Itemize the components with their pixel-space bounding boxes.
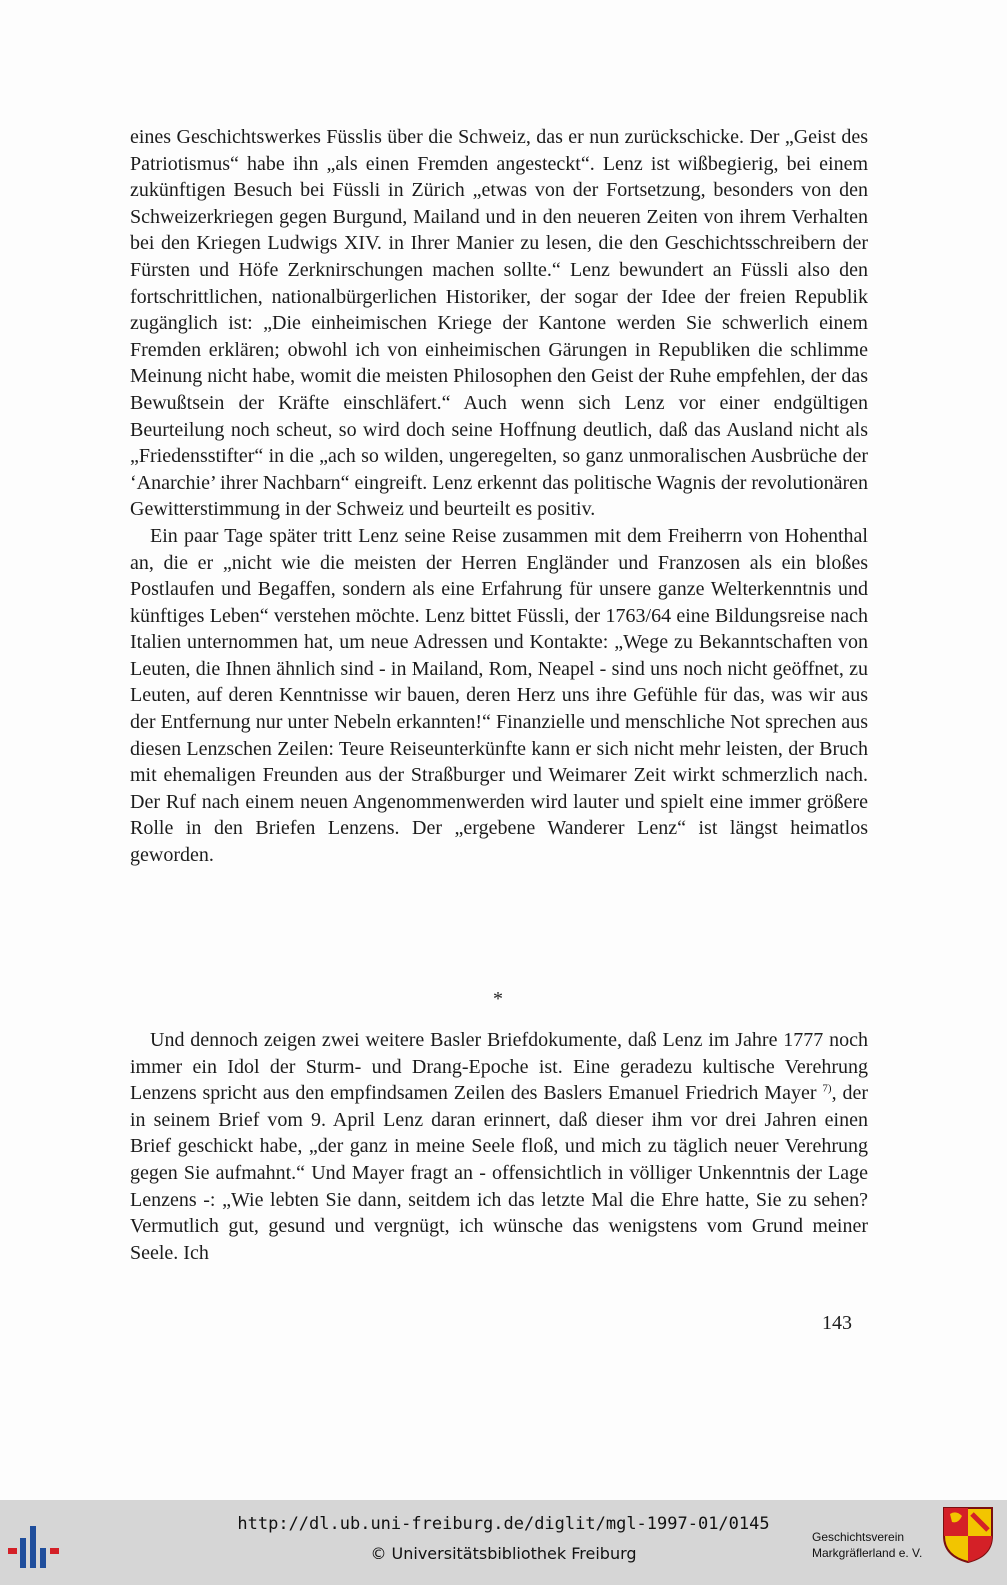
society-name bbox=[812, 1529, 922, 1561]
paragraph-3-text-a: Und dennoch zeigen zwei weitere Basler Briefdokumente, daß Lenz im Jahre 1777 noch immer ein Idol der Sturm- und Drang-Epoche ist. Eine geradezu kultische Verehrung Lenzens spricht aus den empfindsamen Zeilen des Baslers Emanuel Friedrich Mayer bbox=[130, 1029, 868, 1105]
page-number: 143 bbox=[822, 1312, 852, 1334]
footer-bar bbox=[0, 1500, 1007, 1585]
society-name-line-2: Markgräflerland e. V. bbox=[812, 1546, 923, 1560]
society-crest-icon bbox=[942, 1506, 994, 1564]
section-separator: * bbox=[493, 988, 503, 1010]
paragraph-2: Ein paar Tage später tritt Lenz seine Reise zusammen mit dem Freiherrn von Hohenthal an, die er „nicht wie die meisten der Herren Engländer und Franzosen als ein bloßes Postlaufen und Begaffen, sondern als eine Erfahrung für unsere ganze Welterkenntnis und künftiges Leben“ verstehen möchte. Lenz bittet Füssli, der 1763/64 eine Bildungsreise nach Italien unternommen hat, um neue Adressen und Kontakte: „Wege zu Bekanntschaften von Leuten, die Ihnen ähnlich sind - in Mailand, Rom, Neapel - sind uns noch nicht geöffnet, zu Leuten, auf deren Kenntnisse wir bauen, deren Herz uns ihre Gefühle für das, was wir aus der Entfernung nur unter Nebeln erkannten!“ Finanzielle und menschliche Not sprechen aus diesen Lenzschen Zeilen: Teure Reiseunterkünfte kann er sich nicht mehr leisten, der Bruch mit ehemaligen Freunden aus der Straßburger und Weimarer Zeit wirkt schmerzlich nach. Der Ruf nach einem neuen Angenommenwerden wird lauter und spielt eine immer größere Rolle in den Briefen Lenzens. Der „ergebene Wanderer Lenz“ ist längst heimatlos geworden. bbox=[130, 524, 868, 867]
paragraph-1: eines Geschichtswerkes Füsslis über die Schweiz, das er nun zurückschicke. Der „Geist des Patriotismus“ habe ihn „als einen Fremden angesteckt“. Lenz ist wißbegierig, bei einem zukünftigen Besuch bei Füssli in Zürich „etwas von der Fortsetzung, besonders von den Schweizerkriegen gegen Burgund, Mailand und in den neueren Zeiten von ihrem Verhalten bei den Kriegen Ludwigs XIV. in Ihrer Manier zu lesen, die den Geschichtsschreibern der Fürsten und Höfe Zerknirschungen machen sollte.“ Lenz bewundert an Füssli also den fortschrittlichen, nationalbürgerlichen Historiker, der sogar der Idee der freien Republik zugänglich ist: „Die einheimischen Kriege der Kantone werden Sie schwerlich einem Fremden erklären; obwohl ich von einheimischen Gärungen in Republiken die schlimme Meinung nicht habe, womit die meisten Philosophen den Geist der Ruhe empfehlen, der das Bewußtsein der Kräfte einschläfert.“ Auch wenn sich Lenz vor einer endgültigen Beurteilung noch scheut, so wird doch seine Hoffnung deutlich, daß das Ausland nicht als „Friedensstifter“ in die „ach so wilden, ungeregelten, so ganz unmoralischen Ausbrüche der ‘Anarchie’ ihrer Nachbarn“ eingreift. Lenz erkennt das politische Wagnis der revolutionären Gewitterstimmung in der Schweiz und beurteilt es positiv. bbox=[130, 126, 868, 521]
paragraph-3 bbox=[130, 1027, 868, 1266]
body-text bbox=[130, 124, 868, 869]
body-text-continued bbox=[130, 1027, 868, 1266]
document-url[interactable]: http://dl.ub.uni-freiburg.de/diglit/mgl-1997-01/0145 bbox=[237, 1514, 770, 1534]
society-name-line-1: Geschichtsverein bbox=[812, 1530, 905, 1544]
paragraph-3-text-b: , der in seinem Brief vom 9. April Lenz daran erinnert, daß dieser ihm vor drei Jahren einen Brief geschickt habe, „der ganz in meine Seele floß, und mich zu täglich neuer Verehrung gegen Sie aufmahnt.“ Und Mayer fragt an - offensichtlich in völliger Unkenntnis der Lage Lenzens -: „Wie lebten Sie dann, seitdem ich das letzte Mal die Ehre hatte, Sie zu sehen? Vermutlich gut, gesund und vergnügt, ich wünsche das wenigstens vom Grund meiner Seele. Ich bbox=[130, 1082, 868, 1264]
copyright-notice: © Universitätsbibliothek Freiburg bbox=[370, 1544, 637, 1563]
footnote-ref[interactable]: 7) bbox=[822, 1082, 832, 1095]
